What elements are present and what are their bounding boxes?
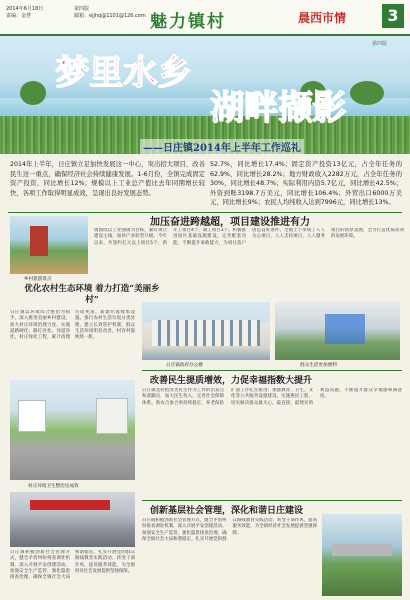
photo-caption: 乡村旅游景点: [24, 277, 52, 282]
tree-shape: [350, 81, 384, 105]
page-number: 3: [382, 4, 404, 28]
lake-image-band: [0, 98, 410, 118]
editor-right: 第四版: [372, 41, 388, 47]
lead-paragraph-left: 2014年上半年，日庄镇立足加快发展这一中心，突出招大项目、改善民生这一重点，确保经济社会持续健康发展。1-6月份，全镇完成固定资产投资，同比增长12%；规模以上工业总产值比去年同期增长较快，各项工作取得明显成效，呈现出良好发展态势。: [10, 161, 205, 197]
headline-subtitle: ——日庄镇2014年上半年工作巡礼: [140, 139, 304, 154]
rural-body: 日庄镇以环境综合整治为抓手，深入推进美丽乡村建设。加大村庄环境治理力度，实施道路硬化、路灯亮化、河道净化、村庄绿化工程，累计清理垃圾死角，新建垃圾收集设施。推行农村生活垃圾分类处理，建立长效管护机制，群众生活环境明显改善，村容村貌焕然一新。: [10, 310, 135, 341]
building-shape: [30, 226, 48, 256]
paper-brand: 晨西市情: [298, 11, 347, 25]
event-photo: [10, 492, 135, 547]
masthead-date-block: [6, 6, 43, 20]
headline-part1: 梦里水乡: [55, 53, 191, 93]
scenic-photo: [10, 216, 88, 274]
sign-shape: [325, 314, 365, 344]
house-shape: [18, 400, 46, 432]
welfare-section-title: 改善民生提质增效，力促幸福指数大提升: [150, 376, 313, 386]
photo-caption: 日庄镇政府办公楼: [166, 363, 203, 368]
social-section-title: 创新基层社会管理，深化和谐日庄建设: [150, 506, 304, 516]
government-building-photo: [142, 302, 270, 360]
headline-part2: 湖畔撷影: [210, 88, 346, 128]
divider: [142, 370, 402, 371]
photo-caption: 村庄环境卫生整治见成效: [28, 484, 79, 489]
village-road-photo: [10, 380, 135, 480]
welfare-body: 日庄镇坚持把改善民生作为工作的出发点和落脚点，加大民生投入，完善社会保障体系。新农合参合率持续稳定，养老保险扩面工作扎实推进；加强教育、卫生、文化等公共服务设施建设，实施惠民工程，切实解决群众最关心、最直接、最现实的利益问题，不断提升群众幸福感和满意度。: [142, 388, 402, 406]
industry-body: 镇围绕以工业强镇为目标，紧盯项目建设主线，加快产业转型升级。今年以来，共签约亿元以上项目5个，新开工项目4个，竣工项目3个。积极推进园区基础设施建设，完善配套功能，不断提升承载能力，为项目落户创造良好条件。全镇上下形成了人人关心项目、人人支持项目、人人服务项目的浓厚氛围，全力打造优质高效的发展环境。: [94, 228, 404, 246]
email: 邮箱：ejjhq@1101@126.com: [74, 13, 146, 19]
issue-date: 2014年6月18日: [6, 6, 44, 12]
community-service-photo: [275, 302, 400, 360]
divider: [142, 500, 402, 501]
photo-caption: 群众生活更加便利: [300, 363, 337, 368]
tree-shape: [20, 81, 46, 105]
banner-shape: [30, 500, 110, 510]
section-title: 魅力镇村: [150, 12, 226, 32]
riverside-photo: [322, 514, 402, 596]
lead-paragraph-right: 52.7%，同比增长17.4%；固定资产投资13亿元，占全年任务的62.9%，同比增长28.2%；地方财政收入2282万元，占全年任务的30%，同比增长48.7%；实际利用内资5.7亿元，同比增长42.5%；外资到账3198.7万美元，同比增长106.4%；外贸出口6000万美元，同比增长9%；农民人均纯收入达到7996元，同比增长13%。: [210, 161, 402, 207]
building-facade: [152, 320, 260, 346]
industry-section-title: 加压奋进跨越超，项目建设推进有力: [150, 217, 310, 228]
social-body-left: 日庄镇积极创新社会管理方式，健全矛盾纠纷排查调处机制，深入开展平安创建活动。加强安全生产监管，强化隐患排查治理，确保全镇社会大局和谐稳定。扎实开展党的群众路线教育实践活动，转变干部作风，提高服务效能，为全镇经济社会发展提供坚强保障。: [10, 550, 135, 581]
masthead: [0, 0, 410, 36]
masthead-page-block: [74, 6, 146, 20]
bridge-shape: [332, 544, 392, 556]
social-body-right: 日庄镇积极创新社会管理方式，健全矛盾纠纷排查调处机制，深入开展平安创建活动。加强安全生产监管，强化隐患排查治理，确保全镇社会大局和谐稳定。扎实开展党的群众路线教育实践活动，转变干部作风，提高服务效能，为全镇经济社会发展提供坚强保障。: [142, 518, 317, 542]
rural-section-title: 优化农村生态环境 着力打造“美丽乡村”: [24, 284, 160, 305]
editor-label: 责编：金慧: [6, 13, 32, 19]
page-label: 第四版: [74, 6, 90, 12]
house-shape: [96, 398, 128, 434]
